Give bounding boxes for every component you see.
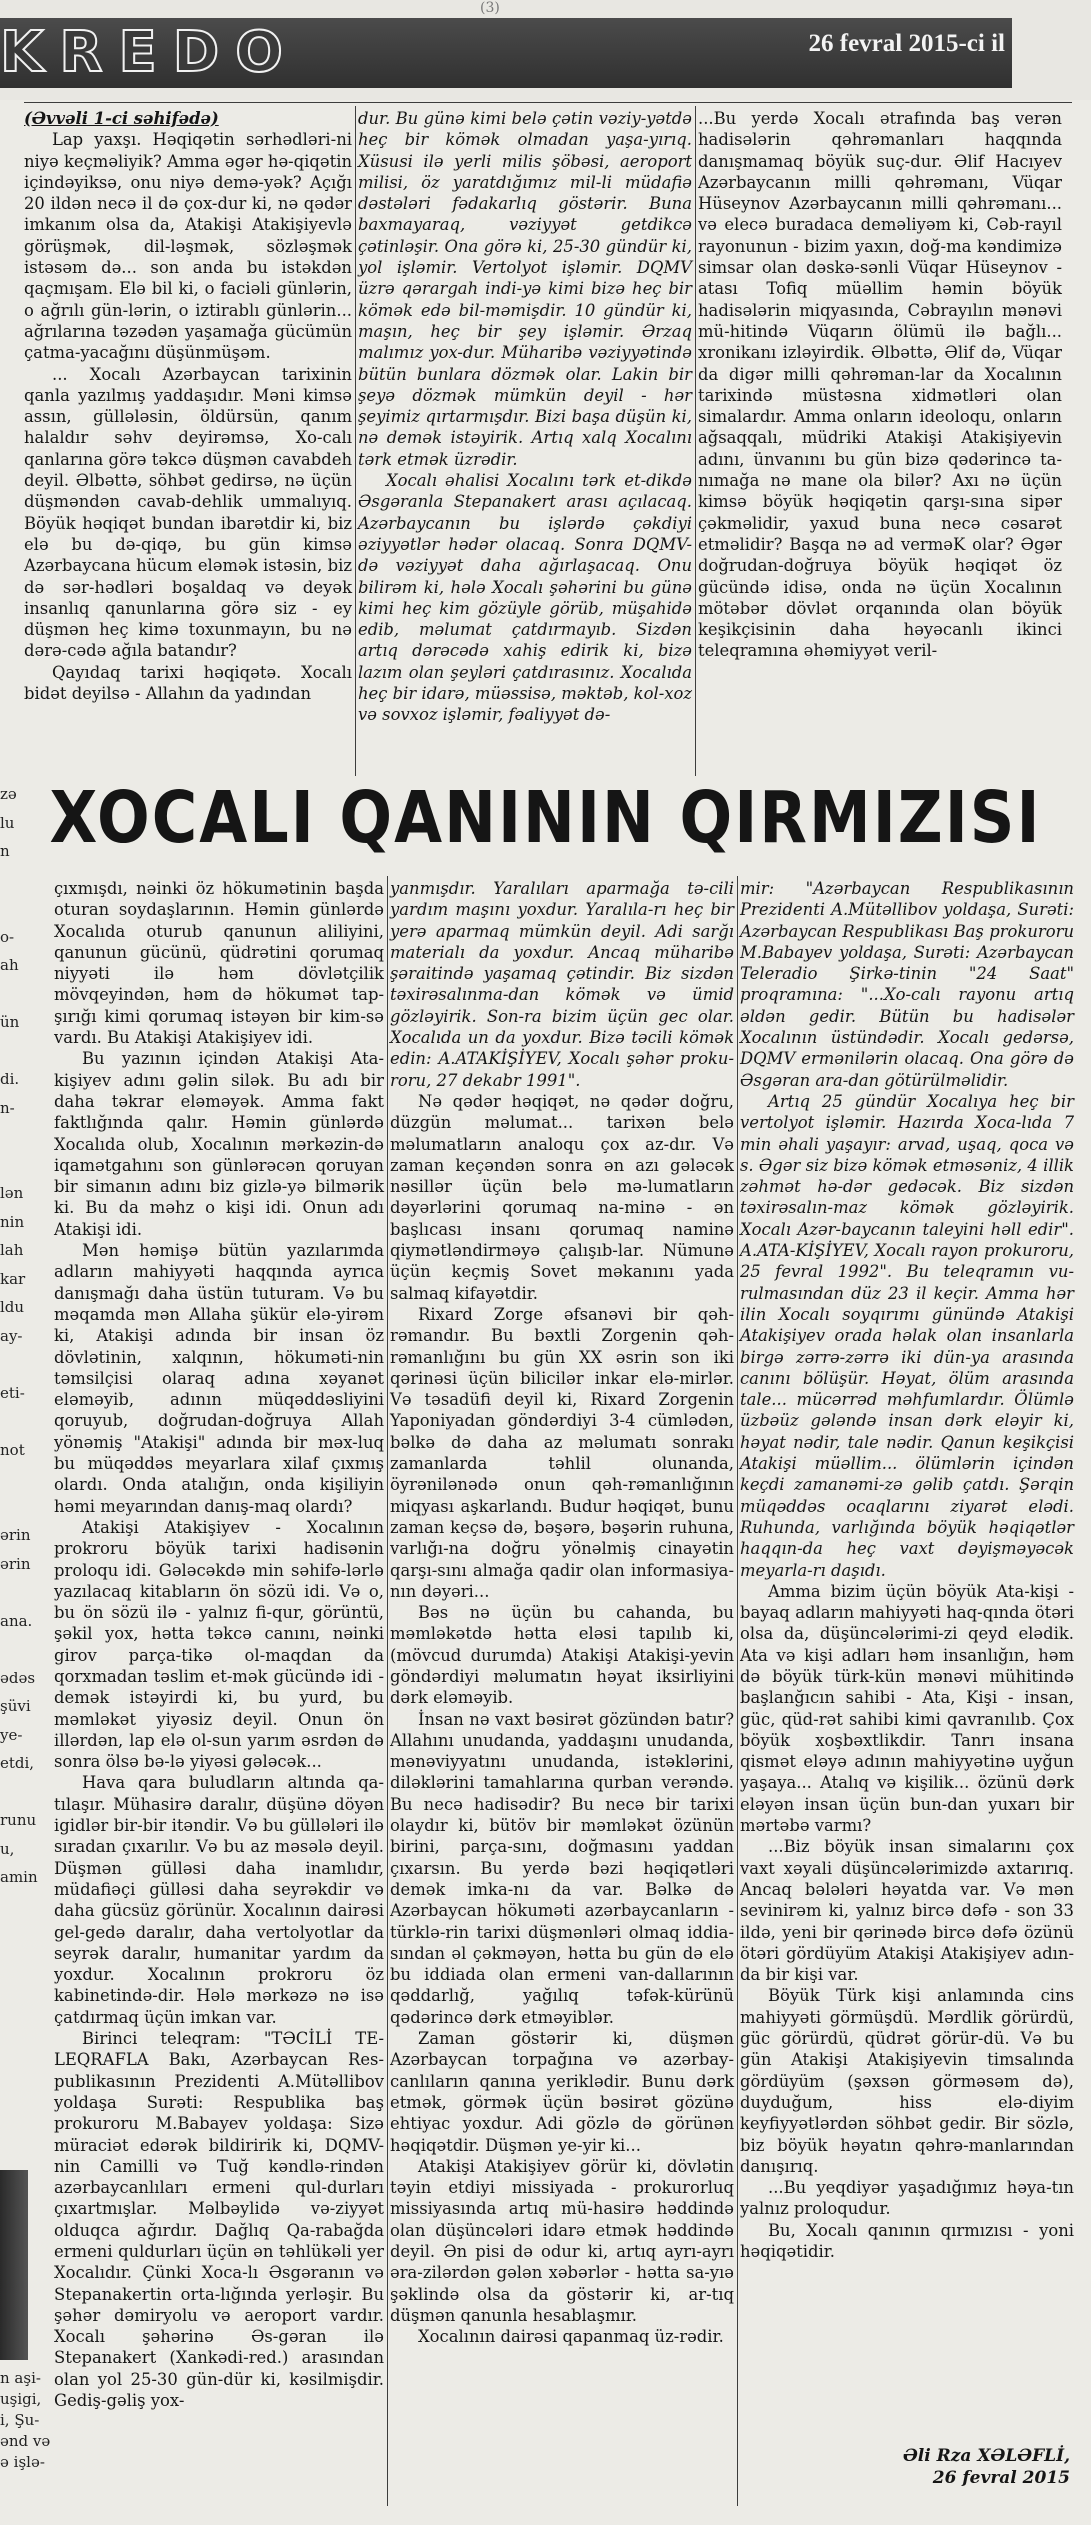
fragment-line: lah bbox=[0, 1241, 24, 1259]
column-bottom-middle bbox=[390, 878, 734, 2506]
paragraph: Qayıdaq tarixi həqiqətə. Xocalı bidət deyilsə - Allahın da yadından bbox=[24, 662, 352, 704]
fragment-line bbox=[0, 1151, 40, 1180]
fragment-line bbox=[0, 1407, 40, 1436]
fragment-line: ay- bbox=[0, 1326, 23, 1345]
fragment-line bbox=[0, 1350, 40, 1379]
fragment-line: i, Şu- bbox=[0, 2411, 40, 2429]
adjacent-photo-fragment bbox=[0, 2170, 28, 2360]
column-top-right bbox=[698, 108, 1062, 780]
fragment-line: ərin bbox=[0, 1526, 31, 1544]
column-bottom-right bbox=[740, 878, 1074, 2398]
paragraph: Xocalı əhalisi Xocalını tərk et-dikdə Əsgəranla Stepanakert arası açılacaq. Azərbaycanın bu işlərdə çəkdiyi əziyyətlər hədər olacaq. Sonra DQMV-də vəziyyət daha ağırlaşacaq. Onu bilirəm ki, hələ Xocalı şəhərini bu günə kimi heç kim gözüyle görüb, müşahidə edib, məlumat çatdırmayıb. Sizdən artıq dərəcədə xahiş edirik ki, bizə lazım olan şeyləri çatdırasınız. Xocalıda heç bir idarə, müəssisə, məktəb, kol-xoz və sovxoz işləmir, fəaliyyət də- bbox=[358, 471, 692, 725]
column-top-middle bbox=[358, 108, 692, 780]
column-top-left bbox=[24, 108, 352, 780]
paragraph: Birinci teleqram: "TƏCİLİ TE-LEQRAFLA Bakı, Azərbaycan Res-publikasının Prezidenti A.Mütəllibov yoldaşa Surəti: Respublika baş prokuroru M.Babayev yoldaşa: Sizə müraciət edərək bildiririk ki, DQMV-nin Camilli və Tuğ kəndlə-rindən azərbaycanlıları ermeni qul-durları çıxartmışlar. Məlbəylidə və-ziyyət olduqca ağırdır. Dağlıq Qa-rabağda ermeni quldurları üçün ən təhlükəli yer Xocalıdır. Çünki Xoca-lı Əsgəranın və Stepanakertin orta-lığında yerləşir. Bu şəhər dəmiryolu və aeroport vardır. Xocalı şəhərinə Əs-gəran ilə Stepanakert (Xankədi-red.) arasından olan yol 25-30 gün-dür ki, kəsilmişdir. Gediş-gəliş yox- bbox=[54, 2029, 384, 2411]
paragraph: Böyük Türk kişi anlamında cins mahiyyəti görmüşdü. Mərdlik görürdü, güc görürdü, qüdrət görür-dü. Və bu gün Atakişi Atakişiyevin timsalında gördüyüm (şəxsən görməsəm də), duyduğum, hiss elə-diyim keyfiyyətlərdən söhbət gedir. Bir sözlə, biz böyük həyatın qəhrə-manlarından danışırıq. bbox=[740, 1986, 1074, 2176]
fragment-line: n- bbox=[0, 1098, 15, 1117]
paragraph: Bu, Xocalı qanının qırmızısı - yoni həqiqətidir. bbox=[740, 2220, 1074, 2261]
fragment-line: eti- bbox=[0, 1383, 25, 1402]
paragraph: ... Xocalı Azərbaycan tarixinin qanla yazılmış yaddaşıdır. Məni kimsə assın, güllələsin, öldürsün, qanım halaldır səhv deyirəmsə, Xo-calı qanlarına görə təkcə düşmən cavabdeh deyil. Əlbəttə, söhbət gedirsə, nə üçün düşməndən cavab-dehlik ummalıyıq. Böyük həqiqət bundan ibarətdir ki, biz elə bu də-qiqə, bu gün kimsə Azərbaycana hücum eləmək istəsin, biz də sər-hədləri boşaldaq və deyək insanlıq qanunlarına görə siz - ey düşmən heç kimə toxunmayın, bu nə dərə-cədə ağıla batandır? bbox=[24, 364, 352, 661]
paragraph: çıxmışdı, nəinki öz hökumətinin başda oturan soydaşlarının. Həmin günlərdə Xocalıda oturub qanunun aliliyini, qanunun gücünü, qüdrətini qorumaq niyyəti ilə həm dövlətçilik mövqeyindən, həm də hökumət tap-şırığı kimi qorumaq istəyən bir kim-sə vardı. Bu Atakişi Atakişiyev idi. bbox=[54, 879, 384, 1048]
column-bottom-left bbox=[54, 878, 384, 2506]
fragment-line bbox=[0, 1037, 40, 1066]
paragraph: Nə qədər həqiqət, nə qədər doğru, düzgün məlumat... tarixən belə məlumatların analoqu çox az-dır. Və zaman keçəndən sonra ən azı gələcək nəsillər üçün belə mə-lumatların dəyərlərini qorumaq na-minə - ən başlıcası insanı qorumaq naminə qiymətləndirməyə çalışıb-lar. Nümunə üçün keçmiş Sovet məkanını yada salmaq kifayətdir. bbox=[390, 1091, 734, 1303]
paragraph: Bu yazının içindən Atakişi Ata-kişiyev adını gəlin silək. Bu adı bir daha təkrar eləməyək. Amma fakt faktlığında qalır. Həmin günlərdə Xocalıda olub, Xocalının mərkəzin-də iqamətgahını son günlərəcən qoruyan bir simanın adını biz gizlə-yə bilmərik ki. Bu da məhz o kişi idi. Onun adı Atakişi idi. bbox=[54, 1049, 384, 1239]
fragment-line: amin bbox=[0, 1868, 38, 1886]
fragment-line: ana. bbox=[0, 1611, 33, 1630]
fragment-line: n aşi- bbox=[0, 2369, 41, 2387]
column-divider bbox=[737, 876, 738, 2506]
author-signature bbox=[840, 2445, 1070, 2489]
fragment-line: ə işlə- bbox=[0, 2453, 45, 2471]
top-rule bbox=[24, 102, 1072, 103]
fragment-line: zə bbox=[0, 785, 17, 803]
fragment-line bbox=[0, 1122, 40, 1151]
adjacent-column-fragment-lower bbox=[0, 2368, 51, 2473]
column-divider bbox=[695, 106, 696, 776]
fragment-line bbox=[0, 1778, 40, 1807]
paragraph: Xocalının dairəsi qapanmaq üz-rədir. bbox=[418, 2327, 724, 2347]
fragment-line: n bbox=[0, 842, 10, 860]
fragment-line: nin bbox=[0, 1212, 25, 1231]
fragment-line: ün bbox=[0, 1013, 20, 1031]
fragment-line: ədəs bbox=[0, 1668, 36, 1687]
paragraph: Zaman göstərir ki, düşmən Azərbaycan torpağına və azərbay-canlıların qanına yeriklədir. Bunu dərk etmək, görmək üçün bəsirət gözünə ehtiyac yoxdur. Adi gözlə də görünən həqiqətdir. Düşmən ye-yir ki... bbox=[390, 2029, 734, 2155]
fragment-line bbox=[0, 1635, 40, 1664]
page-stamp: (3) bbox=[480, 0, 500, 16]
signature-date: 26 fevral 2015 bbox=[932, 2468, 1070, 2488]
fragment-line: ldu bbox=[0, 1298, 25, 1316]
paragraph: dur. Bu günə kimi belə çətin vəziy-yətdə heç bir kömək olmadan yaşa-yırıq. Xüsusi ilə yerli milis şöbəsi, aeroport milisi, öz yaratdığımız mil-li müdafiə dəstələri fədakarlıq göstərir. Buna baxmayaraq, vəziyyət getdikcə çətinləşir. Ona görə ki, 25-30 gündür ki, yol işləmir. Vertolyot işləmir. DQMV üzrə qərargah indi-yə kimi bizə heç bir kömək edə bil-məmişdir. 10 gündür ki, maşın, heç bir şey işləmir. Ərzaq malımız yox-dur. Müharibə vəziyyətində bütün bunlara dözmək olar. Lakin bir şeyə dözmək mümkün deyil - hər şeyimiz qırtarmışdır. Bizi başa düşün ki, nə demək istəyirik. Artıq xalq Xocalını tərk etmək üzrədir. bbox=[358, 109, 692, 469]
fragment-line: lən bbox=[0, 1184, 24, 1202]
paragraph: ...Bu yerdə Xocalı ətrafında baş verən hadisələrin qəhrəmanları haqqında danışmamaq böyük suç-dur. Əlif Hacıyev Azərbaycanın milli qəhrəmanı, Vüqar Hüseynov Azərbaycanın milli qəhrəmanı... və elecə buradaca deməliyəm ki, Cəb-rayıl rayonunun - bizim yaxın, doğ-ma kəndimizə simsar olan dəskə-sənli Vüqar Hüseynov - atası Tofiq müəllim həmin böyük hadisələrin miqyasında, Cəbrayılın mənəvi mü-hitində Vüqarın ölümü ilə bağlı... xronikanı izləyirdik. Əlbəttə, Əlif də, Vüqar da digər milli qəhrəman-lar da Xocalının tarixində müstəsna xidmətləri olan simalardır. Amma onların ideoloqu, onların ağsaqqalı, müdriki Atakişi Atakişiyevin adını, ünvanını bu gün bizə qədərincə ta-nımağa nə mane ola bilər? Axı nə üçün kimsə böyük həqiqətin qarşı-sına sipər çəkməlidir, yaxud buna necə cəsarət etməlidir? Başqa nə ad verməK olar? Əgər doğrudan-doğruya böyük həqiqət öz gücündə idisə, onda nə üçün Xocalının mötəbər dövlət orqanında olan böyük keşikçisinin daha həyəcanlı ikinci teleqramına əhəmiyyət veril- bbox=[698, 109, 1062, 661]
fragment-line: runu bbox=[0, 1811, 37, 1829]
fragment-line: etdi, bbox=[0, 1754, 35, 1772]
paragraph: Amma bizim üçün böyük Ata-kişi - bayaq adların mahiyyəti haq-qında ötəri olsa da, düşüncələrimi-zi qeyd elədik. Ata və kişi adları həm insanlığın, həm də böyük türk-kün mənəvi mühitində başlanğıcın sahibi - Ata, Kişi - insan, güc, qüd-rət sahibi kimi qavranılıb. Çox böyük xoşbəxtlikdir. Tanrı insana qismət eləyə adının mahiyyətinə uyğun yaşaya... Atalıq və kişilik... özünü dərk eləyən insan üçün bun-dan yuxarı bir mərtəbə varmı? bbox=[740, 1581, 1074, 1836]
paragraph: Hava qara buludların altında qa-tılaşır. Mühasirə daralır, düşünə döyən igidlər bir-bir itəndir. Və bu güllələri ilə sıradan çıxarılır. Və bu az məsələ deyil. Düşmən gülləsi daha inamlıdır, müdafiəçi gülləsi daha seyrəkdir və daha gücsüz görünür. Xocalının dairəsi gel-gedə daralır, daha vertolyotlar da seyrək daralır, humanitar yardım da yoxdur. Xocalının prokroru öz kabinetində-dir. Hələ mərkəzə nə isə çatdırmaq üçün imkan var. bbox=[54, 1773, 384, 2027]
adjacent-column-fragment bbox=[0, 780, 40, 1892]
fragment-line: uşigi, bbox=[0, 2390, 42, 2408]
fragment-line: ənd və bbox=[0, 2432, 51, 2450]
fragment-line bbox=[0, 1464, 40, 1493]
paragraph: ...Bu yeqdiyər yaşadığımız həya-tın yalnız proloqudur. bbox=[740, 2178, 1074, 2219]
paragraph: mir: "Azərbaycan Respublikasının Prezidenti A.Mütəllibov yoldaşa, Surəti: Azərbaycan Respublikası Baş prokuroru M.Babayev yoldaşa, Surəti: Azərbaycan Teleradio Şirkə-tinin "24 Saat" proqramına: "...Xo-calı rayonu artıq əldən gedir. Bütün bu hadisələr Xocalının üstündədir. Xocalı gedərsə, DQMV ermənilərin olacaq. Ona görə də Əsgəran ara-dan götürülməlidir. bbox=[740, 879, 1074, 1090]
author-name: Əli Rza XƏLƏFLİ, bbox=[902, 2446, 1070, 2466]
paragraph: yanmışdır. Yaralıları aparmağa tə-cili yardım maşını yoxdur. Yaralıla-rı heç bir yerə aparmaq mümkün deyil. Adi sarğı materialı da yoxdur. Ancaq müharibə şəraitində yaşamaq çətindir. Biz sizdən təxirəsalınma-dan kömək və ümid gözləyirik. Son-ra bizim üçün gec olar. Xocalıda un da yoxdur. Bizə təcili kömək edin: A.ATAKİŞİYEV, Xocalı şəhər proku-roru, 27 dekabr 1991". bbox=[390, 879, 734, 1090]
paragraph: Lap yaxşı. Həqiqətin sərhədləri-ni niyə keçməliyik? Amma əgər hə-qiqətin içindəyiksə, onu niyə demə-yək? Açığı 20 ildən necə il də çox-dur ki, nə qədər imkanım olsa da, Atakişi Atakişiyevlə görüşmək, dil-ləşmək, sözləşmək istəsəm də... son anda bu istəkdən qaçmışam. Elə bil ki, o faciəli günlərin, o ağrılı gün-lərin, o iztirablı günlərin... ağrılarına təzədən yaşamağa gücümün çatma-yacağını düşünmüşəm. bbox=[24, 130, 352, 363]
fragment-line bbox=[0, 894, 40, 923]
article-headline: XOCALI QANININ QIRMIZISI bbox=[49, 775, 1042, 860]
paragraph: Atakişi Atakişiyev - Xocalının prokroru böyük tarixi hadisənin proloqu idi. Gələcəkdə min səhifə-lərlə yazılacaq kitabların ön sözü idi. Və o, bu ön sözü ilə - yalnız fi-qur, görüntü, şəkil yox, hətta təkcə canını, nəinki girov parça-tikə ol-maqdan da qorxmadan təslim et-mək gücündə idi - demək istəyirdi ki, bu yurd, bu məmləkət yiyəsiz deyil. Onun ön illərdən, lap elə ol-sun yarım əsrdən də sonra ölsə bə-lə yiyəsi gələcək... bbox=[54, 1517, 384, 1772]
column-divider bbox=[355, 106, 356, 776]
paragraph: Bəs nə üçün bu cahanda, bu məmləkətdə hətta eləsi tapılıb ki, (mövcud durumda) Atakişi Atakişi-yevin göndərdiyi məlumatın həyat iksirliyini dərk eləməyib. bbox=[390, 1603, 734, 1708]
fragment-line bbox=[0, 980, 40, 1009]
masthead bbox=[0, 0, 1091, 100]
paragraph: Atakişi Atakişiyev görür ki, dövlətin təyin etdiyi missiyada - prokurorluq missiyasında artıq mü-hasirə həddində olan düşüncələri idarə etmək həddində deyil. Ən pisi də odur ki, artıq ayrı-ayrı əra-zilərdən gələn xəbərlər - hətta sa-yıə şəklində olsa da göstərir ki, ar-tıq düşmən qanunla hesablaşmır. bbox=[390, 2156, 734, 2325]
fragment-line: o- bbox=[0, 927, 15, 946]
paragraph: ...Biz böyük insan simalarını çox vaxt xəyali düşüncələrimizdə axtarırıq. Ancaq bələləri həyatda var. Və mən sevinirəm ki, yalnız bircə dəfə - son 33 ildə, yeni bir qərinədə bircə dəfə özünü ötəri gördüyüm Atakişi Atakişiyev adın-da bir kişi var. bbox=[740, 1837, 1074, 1985]
newspaper-name: KREDO bbox=[0, 20, 299, 85]
fragment-line: ye- bbox=[0, 1725, 23, 1744]
fragment-line: kar bbox=[0, 1269, 26, 1288]
paragraph: Mən həmişə bütün yazılarımda adların mahiyyəti haqqında ayrıca danışmağı daha üstün tuturam. Və bu məqamda mən Allaha şükür elə-yirəm ki, Atakişi adında bir insan öz dövlətinin, xalqının, hökuməti-nin təmsilçisi olaraq adına xəyanət eləməyib, adının müqəddəsliyini qoruyub, doğrudan-doğruya Allah yönəmiş "Atakişi" adında bir məx-luq bu müqəddəs meyarlara xilaf çıxmış olardı. Onda atalığın, onda kişiliyin həmi meyarından danış-maq olardı? bbox=[54, 1241, 384, 1516]
fragment-line: not bbox=[0, 1440, 25, 1459]
paragraph: İnsan nə vaxt bəsirət gözündən batır? Allahını unudanda, yaddaşını unudanda, mənəviyyatını unudanda, istəklərini, diləklərini tamahlarına qurban verəndə. Bu necə hadisədir? Bu necə bir tarixi olaydır ki, bütöv bir məmləkət özünün birini, parça-sını, doğmasını yaddan çıxarsın. Bu yerdə bəzi həqiqətləri demək imka-nı da var. Bəlkə də Azərbaycan hökuməti azərbaycanların - türklə-rin tarixi düşmənləri olmaq iddia-sından əl çəkməyən, hətta bu gün də elə bu iddiada olan ermeni van-dallarının qəddarlığ, yağılıq təfək-kürünü qədərincə dərk etməyiblər. bbox=[390, 1709, 734, 2027]
fragment-line: şüvi bbox=[0, 1697, 31, 1715]
column-divider bbox=[387, 876, 388, 2506]
issue-date: 26 fevral 2015-ci il bbox=[808, 30, 1005, 57]
paragraph: Rixard Zorge əfsanəvi bir qəh-rəmandır. Bu bəxtli Zorgenin qəh-rəmanlığını bu gün XX əsrin son iki qərinəsi üçün bilicilər inkar elə-mirlər. Və təsadüfi deyil ki, Rixard Zorgenin Yaponiyadan göndərdiyi 3-4 cümlədən, bəlkə də daha az məlumatı sonrakı zamanlarda təhlil olunanda, öyrənilənədə onun qəh-rəmanlığının miqyası aşkarlandı. Budur həqiqət, bunu zaman keçsə də, bəşərə, bəşərin ruhuna, varlığı-na doğru yönəlmiş cinayətin qarşı-sını almağa qadir olan informasiya-nın dəyəri... bbox=[390, 1304, 734, 1601]
paragraph: (Əvvəli 1-ci səhifədə) bbox=[24, 109, 219, 128]
fragment-line bbox=[0, 1493, 40, 1522]
fragment-line: u, bbox=[0, 1839, 15, 1858]
fragment-line bbox=[0, 1578, 40, 1607]
fragment-line: di. bbox=[0, 1070, 20, 1088]
fragment-line: ərin bbox=[0, 1554, 31, 1573]
fragment-line: ah bbox=[0, 956, 19, 974]
fragment-line: lu bbox=[0, 813, 15, 832]
paragraph: Artıq 25 gündür Xocalıya heç bir vertolyot işləmir. Hazırda Xoca-lıda 7 min əhali yaşayır: arvad, uşaq, qoca və s. Əgər siz bizə kömək etməsəniz, 4 illik zəhmət hə-dər gedəcək. Biz sizdən təxirəsalın-maz kömək gözləyirik. Xocalı Azər-baycanın taleyini həll edir". A.ATA-KİŞİYEV, Xocalı rayon prokuroru, 25 fevral 1992". Bu teleqramın vu-rulmasından düz 23 il keçir. Amma hər ilin Xocalı soyqırımı günündə Atakişi Atakişiyev orada həlak olan insanlarla birgə zərrə-zərrə iki dün-ya arasında canını bölüşür. Həyat, ölüm arasında tale... mücərrəd məhfumlardır. Ölümlə üzbəüz gələndə insan dərk eləyir ki, həyat nədir, tale nədir. Qanun keşikçisi Atakişi müəllim... ölümlərin içindən keçdi zamanəmi-zə gəlib çatdı. Şərqin müqəddəs ocaqlarını ziyarət elədi. Ruhunda, varlığında böyük həqiqətlər haqqın-da heç vaxt dəyişməyəcək meyarla-rı daşıdı. bbox=[740, 1091, 1074, 1580]
